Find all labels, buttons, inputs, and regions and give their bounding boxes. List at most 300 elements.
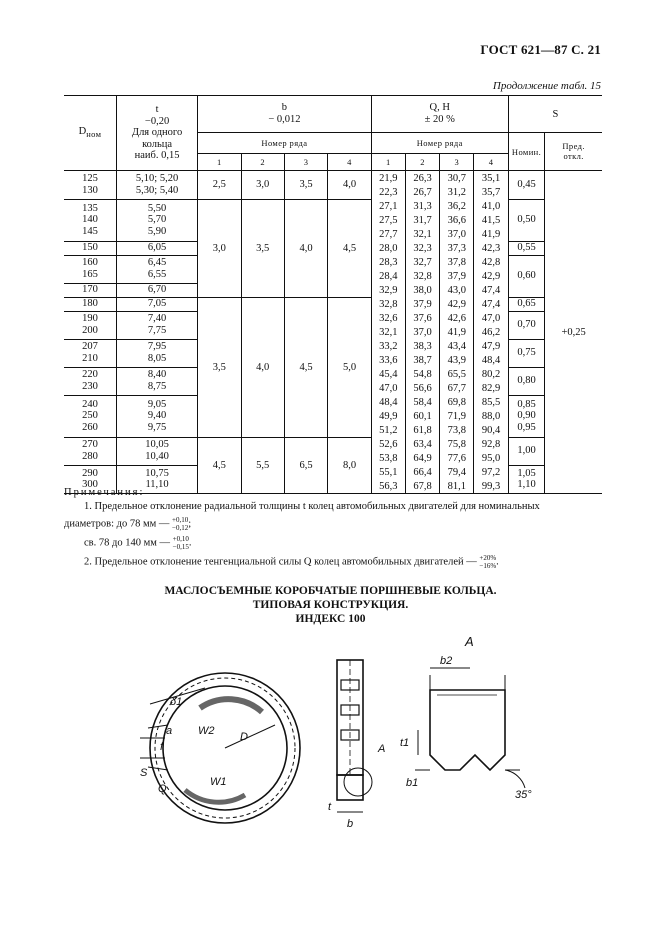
cell-q xyxy=(405,255,439,269)
note-1b xyxy=(64,516,601,532)
cell-text: 4,5 xyxy=(212,459,226,471)
cell-line: кольца xyxy=(142,138,173,150)
cell-text: 42,9 xyxy=(481,270,501,282)
cell-text: 99,3 xyxy=(481,480,501,492)
cell-text: 67,8 xyxy=(413,480,432,492)
cell-line: 270 xyxy=(82,439,98,451)
cell-s-nom xyxy=(508,171,545,200)
cell-line: 9,75 xyxy=(147,421,167,433)
cell-s-nom xyxy=(508,241,545,255)
cell-text: +0,25 xyxy=(561,326,586,338)
cell-q xyxy=(474,409,508,423)
notes-heading: Примечания: xyxy=(64,487,145,498)
cell-text: 4,5 xyxy=(299,361,313,373)
cell-text: 43,4 xyxy=(447,340,467,352)
cell-text: 3,5 xyxy=(212,361,226,373)
cell-text: 54,8 xyxy=(413,368,432,380)
frac-low: −0,12 xyxy=(172,524,189,533)
detail-break xyxy=(430,675,505,690)
cell-q xyxy=(440,423,474,437)
cell-text: 4,0 xyxy=(299,242,313,254)
cell-q xyxy=(371,199,405,213)
cell-text: 65,5 xyxy=(447,368,467,380)
cell-text: 2 xyxy=(420,157,425,167)
header-num xyxy=(284,154,327,171)
header-num xyxy=(405,154,439,171)
cell-text: 69,8 xyxy=(447,396,467,408)
notes xyxy=(64,486,601,570)
cell-q xyxy=(371,381,405,395)
cell-q xyxy=(474,395,508,409)
cell-line: 1,05 xyxy=(517,467,536,479)
cell-text: 47,4 xyxy=(481,298,501,310)
cell-b xyxy=(241,171,284,200)
cell-line: −0,20 xyxy=(144,115,170,127)
cell-b xyxy=(241,297,284,437)
cell-text: 33,2 xyxy=(379,340,398,352)
cell-line: 290 xyxy=(82,467,98,479)
cell-q xyxy=(405,311,439,325)
cell-text: 77,6 xyxy=(447,452,467,464)
cell-text: 75,8 xyxy=(447,438,467,450)
label-angle: 35° xyxy=(515,789,532,801)
cell-text: 52,6 xyxy=(379,438,398,450)
cell-text: 51,2 xyxy=(379,424,398,436)
cell-text: 37,6 xyxy=(413,312,432,324)
cell-q xyxy=(474,269,508,283)
note-2-text: 2. Предельное отклонение тенгенциальной силы Q колец автомобильных двигателей — xyxy=(84,556,477,568)
cell-b xyxy=(284,171,327,200)
cell-text: 4,0 xyxy=(342,179,357,191)
cell-dnom xyxy=(64,283,117,297)
cell-q xyxy=(405,241,439,255)
cell-text: 22,3 xyxy=(379,186,398,198)
ring-drawing xyxy=(0,630,661,840)
cell-line: b xyxy=(281,102,288,114)
cell-q xyxy=(405,283,439,297)
cell-q xyxy=(371,423,405,437)
cell-text: 63,4 xyxy=(413,438,432,450)
cell-dnom xyxy=(64,297,117,311)
note-1b-text: диаметров: до 78 мм — xyxy=(64,518,170,530)
cell-text: 38,7 xyxy=(413,354,432,366)
cell-text: 31,2 xyxy=(447,186,467,198)
cell-text: 27,5 xyxy=(379,214,398,226)
cell-t xyxy=(117,199,198,241)
cell-text: 41,5 xyxy=(481,214,501,226)
cell-text: 73,8 xyxy=(447,424,467,436)
tolerance-fraction xyxy=(173,535,189,551)
punct: . xyxy=(496,556,499,568)
cell-line: Для одного xyxy=(131,127,183,139)
label-b: b xyxy=(347,818,354,830)
table-15 xyxy=(64,95,602,494)
header-pred xyxy=(545,133,602,171)
cell-line: 145 xyxy=(82,225,98,237)
cell-q xyxy=(371,437,405,451)
cell-text: 66,4 xyxy=(413,466,432,478)
header-q xyxy=(371,96,508,133)
cell-text: 3 xyxy=(454,157,460,167)
label-b2: b2 xyxy=(440,655,453,667)
cell-line: 200 xyxy=(82,325,98,336)
cell-text: 48,4 xyxy=(379,396,398,408)
frac-up: +0,10 xyxy=(172,535,189,544)
cell-q xyxy=(440,311,474,325)
cell-text: 3 xyxy=(303,157,309,167)
cell-text: 4 xyxy=(488,157,494,167)
cell-line: − 0,012 xyxy=(268,114,301,125)
cell-line: 0,45 xyxy=(517,178,536,190)
cell-line: 6,45 xyxy=(147,257,167,269)
cell-text: 32,7 xyxy=(413,256,432,268)
cell-text: 42,9 xyxy=(447,298,467,310)
cell-line: 0,55 xyxy=(517,242,536,254)
cell-q xyxy=(405,381,439,395)
cell-text: 31,7 xyxy=(413,214,432,226)
cell-text: 43,0 xyxy=(447,284,467,296)
cell-text: 42,3 xyxy=(481,242,501,254)
cell-dnom xyxy=(64,255,117,283)
cell-q xyxy=(440,451,474,465)
cell-q xyxy=(371,255,405,269)
tolerance-fraction xyxy=(172,516,188,532)
cell-line: 190 xyxy=(82,313,98,325)
cell-text: 2,5 xyxy=(212,179,226,191)
label-a: a xyxy=(166,725,173,737)
cell-q xyxy=(474,339,508,353)
cell-text: 53,8 xyxy=(379,452,398,464)
cell-q xyxy=(405,269,439,283)
cell-t xyxy=(117,283,198,297)
label-s: S xyxy=(140,767,148,779)
cell-text: 37,9 xyxy=(447,270,467,282)
cell-q xyxy=(440,353,474,367)
cell-q xyxy=(474,367,508,381)
cell-q xyxy=(371,185,405,199)
header-t xyxy=(117,96,198,171)
cell-text: 32,9 xyxy=(379,284,398,296)
cell-line: 207 xyxy=(82,341,98,353)
cell-q xyxy=(474,213,508,227)
cell-q xyxy=(371,311,405,325)
cell-text: 26,3 xyxy=(413,172,432,184)
label-delta1: δ1 xyxy=(170,696,183,708)
cell-line: 1,10 xyxy=(517,479,536,491)
cell-s-nom xyxy=(508,395,545,437)
cell-text: 56,6 xyxy=(413,382,432,394)
header-num xyxy=(474,154,508,171)
cell-text: 85,5 xyxy=(481,396,501,408)
tolerance-fraction xyxy=(479,554,496,570)
cell-t xyxy=(117,311,198,339)
cell-q xyxy=(405,409,439,423)
cell-text: 4,5 xyxy=(342,242,357,254)
cell-q xyxy=(474,465,508,479)
header-num xyxy=(328,154,371,171)
cell-q xyxy=(405,213,439,227)
dnom-label: D xyxy=(78,126,87,138)
cell-s-nom xyxy=(508,339,545,367)
label-t1: t1 xyxy=(400,737,410,749)
cell-text: 41,0 xyxy=(481,200,501,212)
cell-text: 36,6 xyxy=(447,214,467,226)
cell-text: 92,8 xyxy=(481,438,501,450)
cell-q xyxy=(440,367,474,381)
cell-t xyxy=(117,367,198,395)
cell-line: 230 xyxy=(82,381,98,392)
cell-b xyxy=(328,171,371,200)
cell-q xyxy=(440,395,474,409)
cell-q xyxy=(440,409,474,423)
cell-line: 210 xyxy=(82,353,98,364)
cell-text: 55,1 xyxy=(379,466,398,478)
cell-q xyxy=(405,353,439,367)
cell-text: 56,3 xyxy=(379,480,398,492)
cell-q xyxy=(405,325,439,339)
cell-text: 47,9 xyxy=(481,340,501,352)
cell-dnom xyxy=(64,241,117,255)
cell-line: 5,50 xyxy=(147,202,167,214)
cell-b xyxy=(198,297,241,437)
cell-t xyxy=(117,241,198,255)
label-b1: b1 xyxy=(406,777,419,789)
header-b xyxy=(198,96,372,133)
frac-low: −0,15 xyxy=(172,543,189,552)
cell-q xyxy=(405,367,439,381)
cell-line: 240 xyxy=(82,398,98,410)
cell-line: 11,10 xyxy=(145,479,169,491)
label-w2: W2 xyxy=(198,725,215,737)
cell-q xyxy=(371,325,405,339)
cell-q xyxy=(440,283,474,297)
cell-text: Номин. xyxy=(511,146,542,157)
cell-q xyxy=(371,395,405,409)
label-detail-a: A xyxy=(465,634,474,649)
cell-q xyxy=(474,255,508,269)
cell-q xyxy=(405,185,439,199)
section-title-line: ТИПОВАЯ КОНСТРУКЦИЯ. xyxy=(252,599,409,611)
cell-text: 37,0 xyxy=(447,228,467,240)
cell-line: 8,40 xyxy=(147,369,167,381)
cell-text: 32,1 xyxy=(413,228,432,240)
cell-text: 32,8 xyxy=(379,298,398,310)
cell-line: 5,30; 5,40 xyxy=(135,184,179,196)
cell-q xyxy=(440,255,474,269)
cell-q xyxy=(440,325,474,339)
cell-text: 45,4 xyxy=(379,368,398,380)
header-dnom xyxy=(64,96,117,171)
label-w1: W1 xyxy=(210,776,227,788)
cell-q xyxy=(474,171,508,186)
cell-q xyxy=(371,353,405,367)
table-continuation: Продолжение табл. 15 xyxy=(492,80,601,92)
cell-line: 0,50 xyxy=(517,214,536,226)
cell-text: 28,0 xyxy=(379,242,398,254)
cell-q xyxy=(440,339,474,353)
cell-line: 0,70 xyxy=(517,319,536,331)
cell-q xyxy=(440,185,474,199)
cell-q xyxy=(440,381,474,395)
cell-s-nom xyxy=(508,311,545,339)
table-row xyxy=(64,171,602,186)
detail-section xyxy=(430,690,505,770)
label-t: t xyxy=(328,801,332,813)
cell-text: 1 xyxy=(216,157,222,167)
cell-q xyxy=(474,437,508,451)
cell-line: 5,10; 5,20 xyxy=(135,173,179,185)
cell-q xyxy=(371,465,405,479)
cell-line: откл. xyxy=(563,150,584,161)
cell-line: 180 xyxy=(82,298,98,310)
section-title xyxy=(0,584,661,626)
cell-b xyxy=(198,199,241,297)
punct: . xyxy=(188,537,192,549)
section-title-line: ИНДЕКС 100 xyxy=(295,613,366,625)
cell-line: 0,95 xyxy=(517,421,536,433)
cell-q xyxy=(405,437,439,451)
cell-q xyxy=(440,241,474,255)
cell-q xyxy=(405,339,439,353)
cell-q xyxy=(440,199,474,213)
header-row-number-b xyxy=(198,133,372,154)
cell-b xyxy=(328,199,371,297)
cell-q xyxy=(405,395,439,409)
table-row xyxy=(64,437,602,451)
table-row xyxy=(64,199,602,213)
cell-q xyxy=(371,171,405,186)
cell-q xyxy=(405,465,439,479)
cell-text: 79,4 xyxy=(447,466,467,478)
table-row xyxy=(64,297,602,311)
cell-q xyxy=(474,199,508,213)
cell-b xyxy=(284,297,327,437)
ring-window xyxy=(200,699,262,712)
label-view-a: A xyxy=(378,743,386,755)
cell-text: 32,6 xyxy=(379,312,398,324)
cell-b xyxy=(284,199,327,297)
cell-text: 26,7 xyxy=(413,186,432,198)
cell-q xyxy=(474,381,508,395)
cell-line: 5,90 xyxy=(147,225,167,237)
cell-q xyxy=(405,227,439,241)
diameter-line xyxy=(225,725,275,748)
cell-line: 0,85 xyxy=(517,398,536,410)
cell-dnom xyxy=(64,171,117,200)
frac-low: −16% xyxy=(479,562,497,571)
cell-line: 10,40 xyxy=(145,451,169,462)
cell-text: 47,4 xyxy=(481,284,501,296)
cell-dnom xyxy=(64,437,117,465)
cell-s-nom xyxy=(508,297,545,311)
cell-text: 27,1 xyxy=(379,200,398,212)
frac-up: +0,10 xyxy=(172,516,189,525)
cell-text: 8,0 xyxy=(342,459,357,471)
cell-text: 33,6 xyxy=(379,354,398,366)
note-1c xyxy=(64,535,601,551)
cell-line: 170 xyxy=(82,284,98,296)
cell-q xyxy=(440,171,474,186)
ring-window xyxy=(185,790,245,802)
cell-text: 21,9 xyxy=(379,172,398,184)
cell-q xyxy=(474,451,508,465)
cell-line: 6,55 xyxy=(147,269,167,280)
cell-q xyxy=(440,269,474,283)
cell-t xyxy=(117,339,198,367)
cell-s-nom xyxy=(508,367,545,395)
cell-line: наиб. 0,15 xyxy=(134,150,180,162)
cell-s-nom xyxy=(508,437,545,465)
cell-text: 42,6 xyxy=(447,312,467,324)
header-num xyxy=(440,154,474,171)
cell-text: 88,0 xyxy=(481,410,501,422)
cell-text: 97,2 xyxy=(481,466,501,478)
cell-text: 41,9 xyxy=(447,326,467,338)
label-q: Q xyxy=(158,783,167,795)
cell-q xyxy=(371,213,405,227)
cell-line: 150 xyxy=(82,242,98,254)
cell-text: 35,7 xyxy=(481,186,501,198)
cell-line: 9,05 xyxy=(147,398,167,410)
cell-text: 38,0 xyxy=(413,284,432,296)
cell-line: 0,90 xyxy=(517,410,536,422)
cell-dnom xyxy=(64,339,117,367)
cell-q xyxy=(474,283,508,297)
detail-circle xyxy=(344,768,372,796)
cell-q xyxy=(371,409,405,423)
cell-dnom xyxy=(64,311,117,339)
header-num xyxy=(241,154,284,171)
note-1c-text: св. 78 до 140 мм — xyxy=(84,537,170,549)
cell-text: 38,3 xyxy=(413,340,432,352)
cell-line: 8,75 xyxy=(147,381,167,392)
cell-text: 67,7 xyxy=(447,382,467,394)
cell-q xyxy=(371,241,405,255)
cell-text: 48,4 xyxy=(481,354,501,366)
cell-line: Пред. xyxy=(562,141,585,152)
cell-line: 6,05 xyxy=(147,242,167,254)
cell-s-nom xyxy=(508,199,545,241)
cell-t xyxy=(117,437,198,465)
cell-text: 47,0 xyxy=(379,382,398,394)
cell-text: 3,0 xyxy=(256,179,270,191)
cell-line: 280 xyxy=(82,451,98,462)
cell-q xyxy=(405,451,439,465)
angle-arc xyxy=(505,770,525,788)
cell-text: 28,4 xyxy=(379,270,398,282)
cell-line: t xyxy=(155,104,159,116)
cell-line: 7,40 xyxy=(147,313,167,325)
cell-text: 37,9 xyxy=(413,298,432,310)
cell-line: 8,05 xyxy=(147,353,167,364)
cell-text: 61,8 xyxy=(413,424,432,436)
header-s xyxy=(508,96,602,133)
cell-text: 37,8 xyxy=(447,256,467,268)
cell-line: 10,05 xyxy=(145,439,169,451)
cell-text: 42,8 xyxy=(481,256,501,268)
cell-text: 1 xyxy=(386,157,391,167)
cell-q xyxy=(474,353,508,367)
cell-text: 80,2 xyxy=(481,368,501,380)
label-f: f xyxy=(160,741,164,753)
cell-line: 140 xyxy=(82,214,98,226)
dnom-sub: ном xyxy=(86,129,102,140)
cell-q xyxy=(371,367,405,381)
cell-line: Q, Н xyxy=(429,102,450,114)
cell-line: 9,40 xyxy=(147,410,167,422)
cell-text: 32,8 xyxy=(413,270,432,282)
cell-line: 6,70 xyxy=(147,284,167,296)
